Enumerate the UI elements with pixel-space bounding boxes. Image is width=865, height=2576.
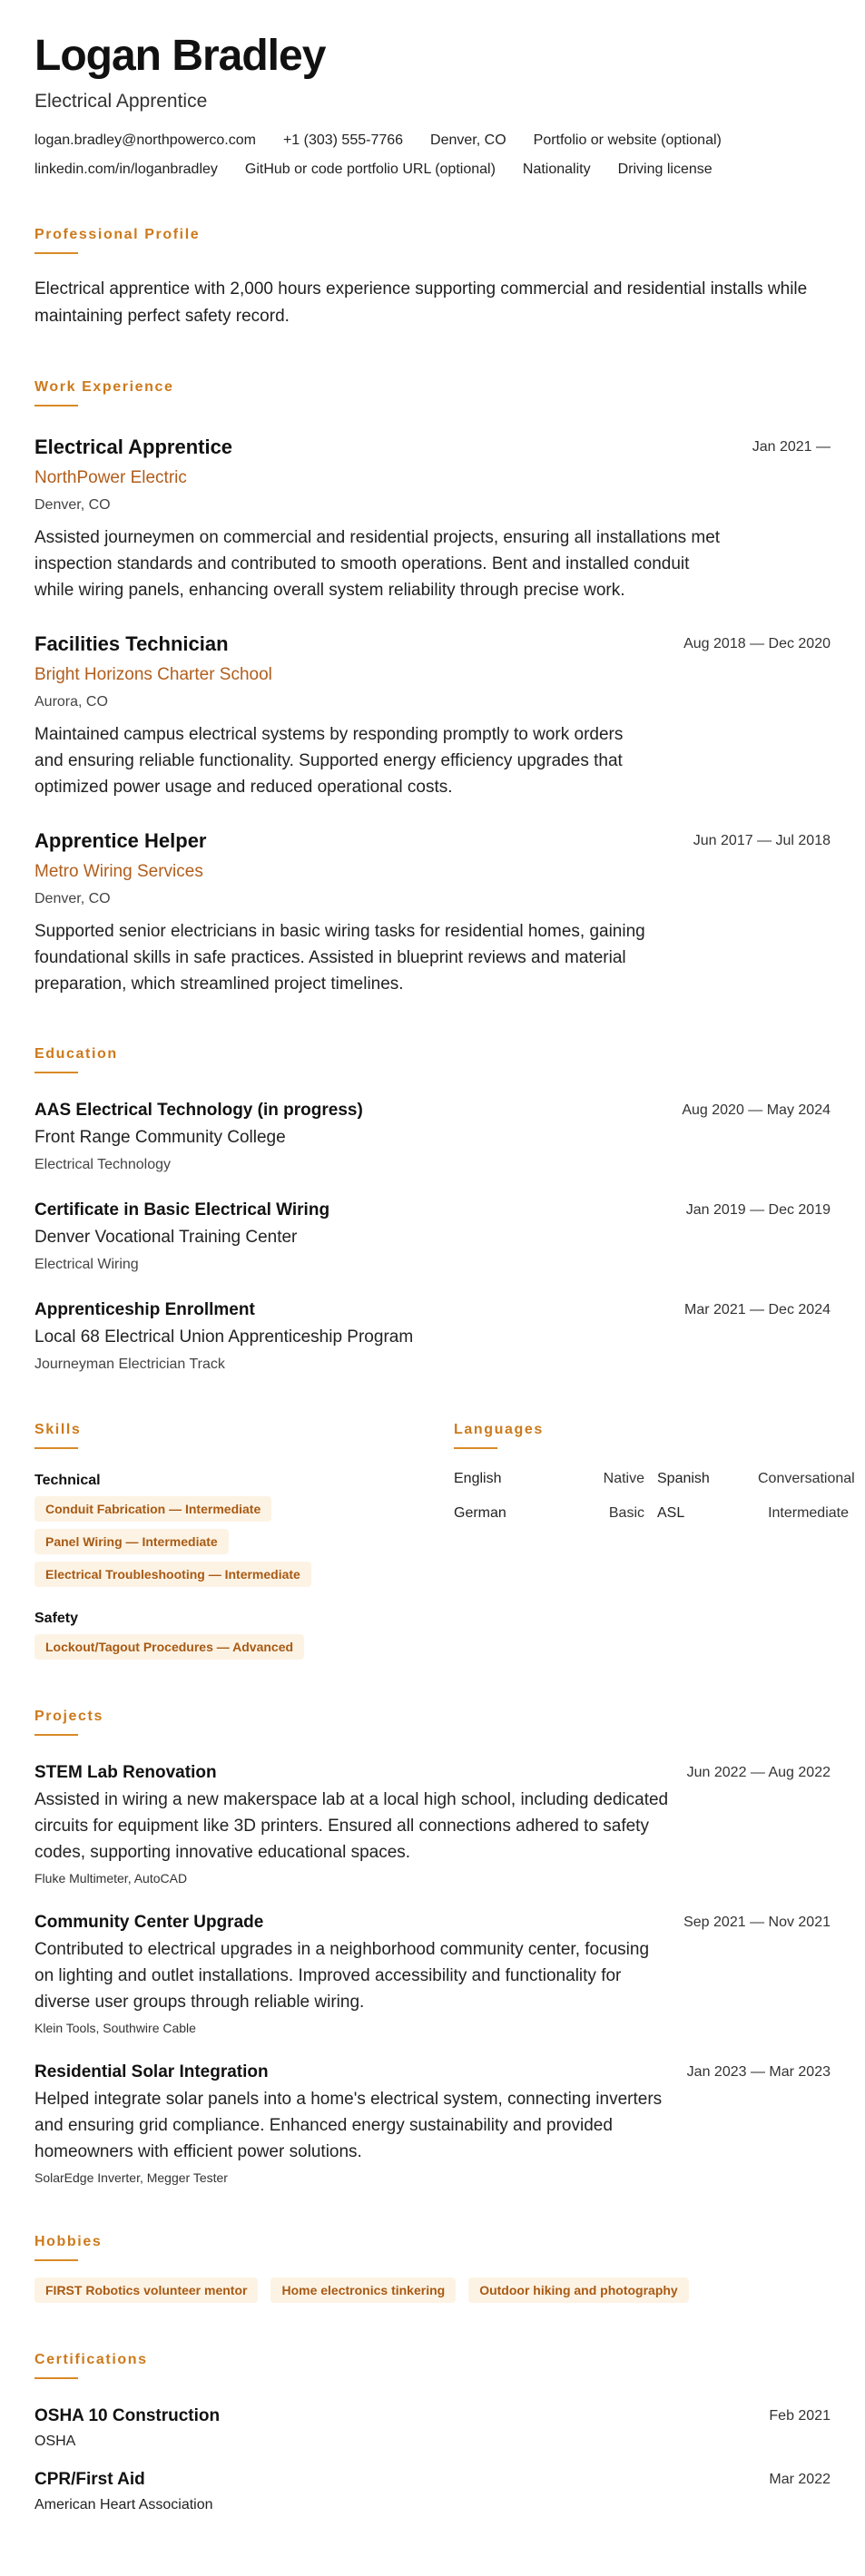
contact-phone[interactable]: +1 (303) 555-7766 [282,132,404,148]
profile-summary: Electrical apprentice with 2,000 hours experience supporting commercial and residential installs while maintaining perfect safety record. [34,279,808,326]
certification-name: CPR/First Aid [34,2470,145,2489]
project-dates: Jun 2022 — Aug 2022 [686,1765,831,1780]
job-dates: Jun 2017 — Jul 2018 [693,833,831,848]
project-dates: Sep 2021 — Nov 2021 [683,1915,831,1930]
project-description: Helped integrate solar panels into a home's electrical system, connecting inverters and ensuring grid compliance. Enhanced energy sustainability and provided homeowners with efficient power solutions. [34,2090,663,2161]
job-company: NorthPower Electric [34,468,187,487]
project-tools: SolarEdge Inverter, Megger Tester [34,2170,228,2185]
language-level: Intermediate [768,1505,849,1521]
contact-github[interactable]: GitHub or code portfolio URL (optional) [244,162,496,177]
language-name: German [454,1505,506,1521]
project-name: STEM Lab Renovation [34,1763,217,1782]
education-entry [34,1200,831,1273]
section-title: Professional Profile [34,227,201,242]
section-title: Projects [34,1709,103,1724]
section-divider [34,2377,78,2379]
project-dates: Jan 2023 — Mar 2023 [686,2064,831,2080]
job-title: Facilities Technician [34,632,229,655]
certification-entry [34,2470,831,2513]
language-name: Spanish [657,1471,710,1486]
language-list [454,1471,855,1522]
skill-tag: Electrical Troubleshooting — Intermediate [34,1562,311,1587]
certification-date: Feb 2021 [769,2408,831,2424]
project-description: Contributed to electrical upgrades in a neighborhood community center, focusing on lighting and outlet installations. Improved accessibility and functionality for diverse user groups through reliable wiring. [34,1940,650,2012]
language-level: Basic [608,1505,644,1521]
section-divider [34,405,78,406]
job-entry [34,436,831,603]
contact-location: Denver, CO [430,132,506,148]
section-divider [34,252,78,254]
job-entry [34,632,831,800]
contact-linkedin[interactable]: linkedin.com/in/loganbradley [34,162,218,177]
project-entry [34,1763,831,1885]
job-description: Maintained campus electrical systems by responding promptly to work orders and ensuring reliable functionality. Supported energy efficiency upgrades that optimized power usage and reduced operational costs. [34,725,624,797]
education-entry [34,1300,831,1373]
job-title: Apprentice Helper [34,829,207,852]
project-name: Community Center Upgrade [34,1913,264,1932]
section-title: Skills [34,1422,82,1437]
project-tools: Fluke Multimeter, AutoCAD [34,1871,188,1885]
education-field: Electrical Wiring [34,1257,139,1272]
job-location: Denver, CO [34,891,111,906]
job-dates: Jan 2021 — [752,439,831,455]
language-name: ASL [657,1505,685,1521]
section-title: Work Experience [34,379,174,395]
skill-tags [34,1634,454,1660]
certification-date: Mar 2022 [769,2472,831,2487]
certification-name: OSHA 10 Construction [34,2406,221,2425]
hobby-tag: FIRST Robotics volunteer mentor [34,2277,258,2303]
job-company: Bright Horizons Charter School [34,665,272,684]
projects-section [34,1709,831,2185]
skill-tags [34,1496,454,1587]
job-description: Assisted journeymen on commercial and residential projects, ensuring all installations met inspection standards and contributed to smooth operations. Bent and installed conduit while wiring panels, enhancing overall system reliability through precise work. [34,528,721,600]
education-field: Electrical Technology [34,1157,172,1172]
candidate-name: Logan Bradley [34,32,326,80]
candidate-role: Electrical Apprentice [34,91,208,112]
job-location: Denver, CO [34,497,111,513]
job-description: Supported senior electricians in basic wiring tasks for residential homes, gaining foundational skills in safe practices. Assisted in blueprint reviews and material preparation, which streamlined project timelines. [34,922,645,994]
hobby-tag: Outdoor hiking and photography [468,2277,689,2303]
project-name: Residential Solar Integration [34,2062,269,2081]
language-name: English [454,1471,502,1486]
certification-entry [34,2406,831,2450]
job-dates: Aug 2018 — Dec 2020 [683,636,831,651]
education-entry [34,1101,831,1173]
hobby-tags [34,2277,831,2303]
education-school: Front Range Community College [34,1128,286,1147]
contact-email[interactable]: logan.bradley@northpowerco.com [34,132,256,148]
skill-tag: Conduit Fabrication — Intermediate [34,1496,271,1522]
skill-group-title: Safety [34,1611,79,1626]
education-school: Denver Vocational Training Center [34,1228,298,1247]
certification-issuer: OSHA [34,2434,76,2449]
section-divider [34,2259,78,2261]
certifications-section [34,2352,831,2513]
skill-tag: Lockout/Tagout Procedures — Advanced [34,1634,304,1660]
contact-nationality: Nationality [522,162,591,177]
education-field: Journeyman Electrician Track [34,1357,225,1372]
section-title: Hobbies [34,2234,103,2249]
languages-section [454,1422,855,1660]
education-dates: Jan 2019 — Dec 2019 [685,1202,831,1218]
education-section [34,1046,831,1373]
section-divider [34,1447,78,1449]
section-title: Languages [454,1422,544,1437]
education-degree: Certificate in Basic Electrical Wiring [34,1200,330,1219]
project-entry [34,2062,831,2185]
hobbies-section [34,2234,831,2303]
education-degree: AAS Electrical Technology (in progress) [34,1101,363,1120]
section-title: Certifications [34,2352,148,2367]
project-entry [34,1913,831,2035]
hobby-tag: Home electronics tinkering [270,2277,456,2303]
experience-section [34,379,831,997]
project-tools: Klein Tools, Southwire Cable [34,2021,196,2035]
skill-tag: Panel Wiring — Intermediate [34,1529,229,1554]
language-level: Conversational [758,1471,855,1486]
skill-group-title: Technical [34,1473,101,1488]
section-divider [34,1734,78,1736]
job-entry [34,829,831,997]
section-title: Education [34,1046,118,1062]
skills-languages-row [34,1422,855,1660]
skills-section [34,1422,454,1660]
contact-portfolio[interactable]: Portfolio or website (optional) [533,132,722,148]
project-description: Assisted in wiring a new makerspace lab at a local high school, including dedicated circuits for equipment like 3D printers. Ensured all connections adhered to safety codes, supporting innovative educational spaces. [34,1790,669,1862]
education-school: Local 68 Electrical Union Apprenticeship Program [34,1327,414,1347]
section-divider [34,1072,78,1073]
education-dates: Aug 2020 — May 2024 [682,1102,831,1118]
job-title: Electrical Apprentice [34,436,233,458]
certification-issuer: American Heart Association [34,2497,213,2512]
profile-section [34,227,831,330]
job-location: Aurora, CO [34,694,108,710]
contact-driving-license: Driving license [617,162,713,177]
education-degree: Apprenticeship Enrollment [34,1300,255,1319]
language-level: Native [603,1471,644,1486]
contact-list [34,132,833,178]
section-divider [454,1447,497,1449]
education-dates: Mar 2021 — Dec 2024 [684,1302,831,1317]
job-company: Metro Wiring Services [34,862,203,881]
